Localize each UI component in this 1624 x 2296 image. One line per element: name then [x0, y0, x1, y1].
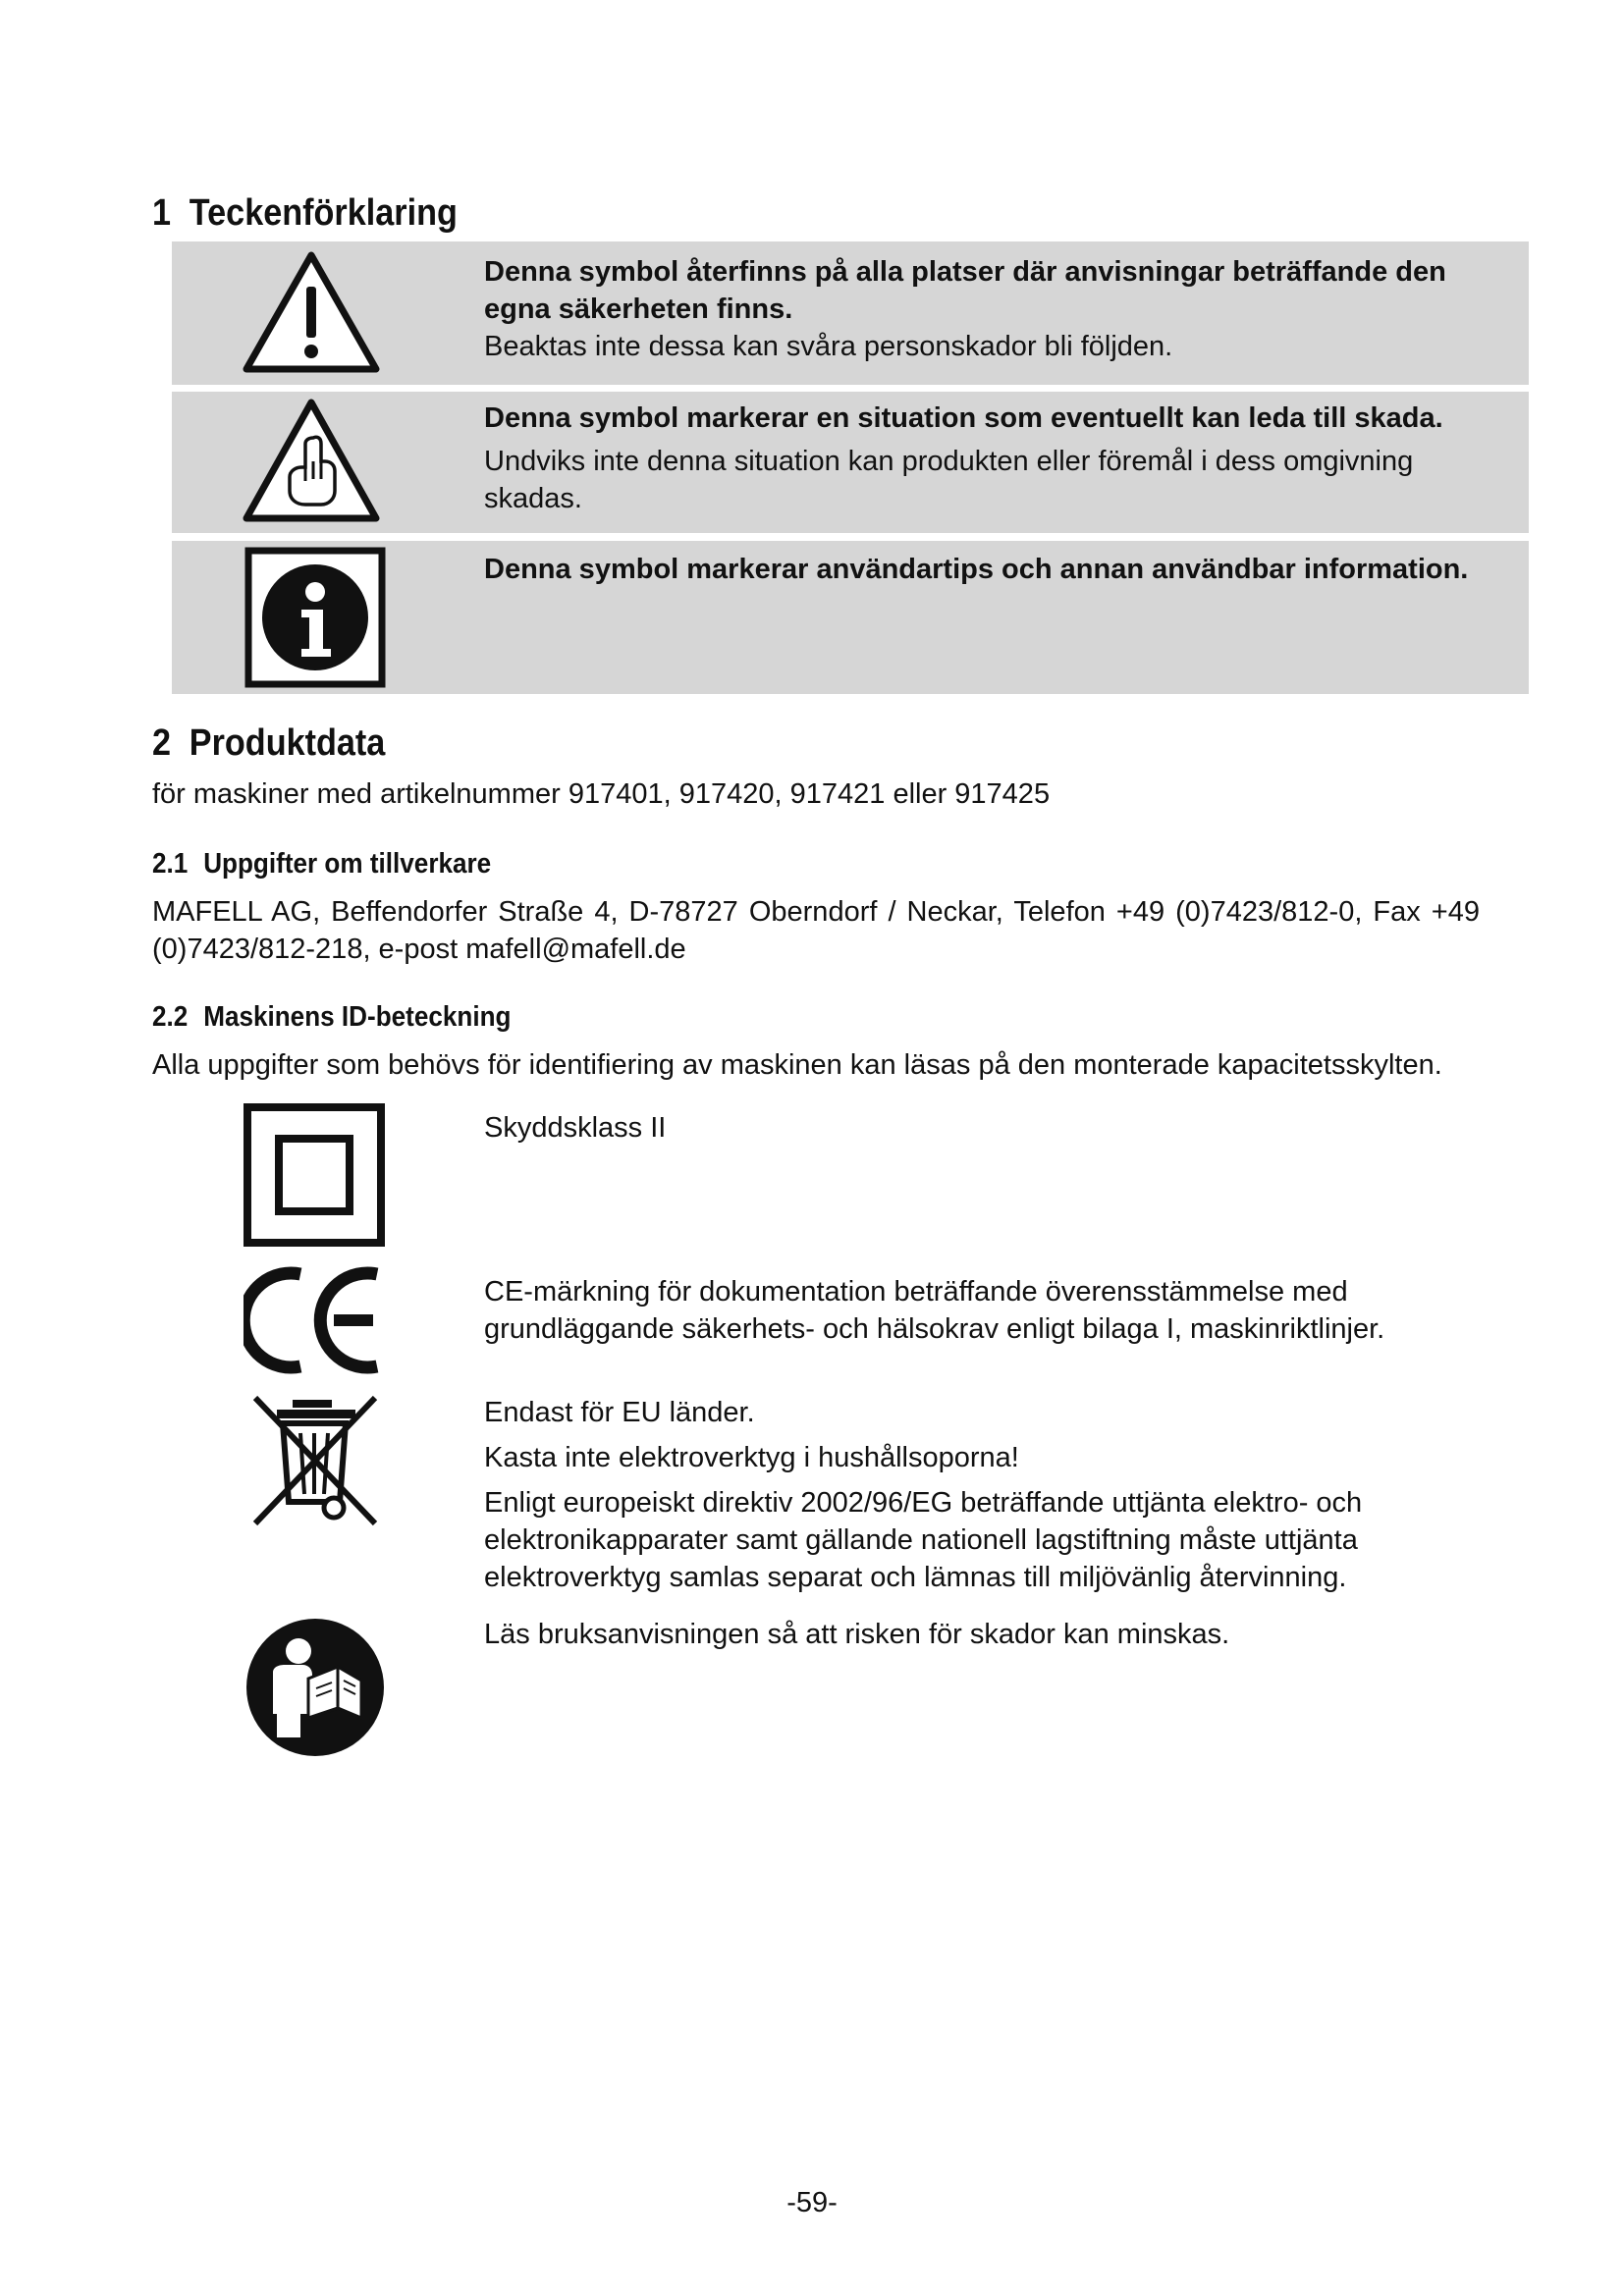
- section-1-heading: [152, 192, 458, 235]
- warning-triangle-icon: [241, 249, 382, 382]
- symbol-description: [484, 1109, 1495, 1147]
- legend-row-bold-text: Denna symbol återfinns på alla platser där anvisningar beträffande den egna säkerheten finns.: [484, 256, 1446, 325]
- subsection-2-2-heading: [152, 1001, 511, 1034]
- symbol-description: [484, 1394, 1495, 1596]
- legend-row-warning: [172, 241, 1529, 385]
- protection-class-ii-icon: [244, 1103, 385, 1252]
- section-number: 1: [152, 192, 172, 234]
- product-intro: för maskiner med artikelnummer 917401, 917420, 917421 eller 917425: [152, 778, 1051, 810]
- legend-row-bold-text: Denna symbol markerar användartips och annan användbar information.: [484, 554, 1469, 585]
- ce-mark-icon: [244, 1266, 385, 1379]
- section-number: 2: [152, 722, 172, 764]
- symbol-description: [484, 1273, 1495, 1348]
- legend-row-bold-text: Denna symbol markerar en situation som eventuellt kan leda till skada.: [484, 402, 1443, 434]
- legend-row-info: [172, 541, 1529, 694]
- symbol-text: Enligt europeiskt direktiv 2002/96/EG beträffande uttjänta elektro- och elektronikapparater samt gällande nationell lagstiftning måste uttjänta elektroverktyg samlas separat och lämnas till miljövänlig återvinning.: [484, 1487, 1363, 1593]
- subsection-title: Maskinens ID-beteckning: [203, 1001, 512, 1033]
- legend-row-text: Undviks inte denna situation kan produkten eller föremål i dess omgivning skadas.: [484, 446, 1414, 514]
- subsection-title: Uppgifter om tillverkare: [203, 848, 492, 880]
- symbol-description: [484, 1616, 1495, 1653]
- symbol-text: Endast för EU länder.: [484, 1397, 755, 1428]
- symbol-text: Läs bruksanvisningen så att risken för skador kan minskas.: [484, 1619, 1230, 1650]
- read-manual-icon: [244, 1616, 387, 1764]
- subsection-number: 2.1: [152, 848, 189, 880]
- section-title: Teckenförklaring: [189, 192, 458, 234]
- section-2-heading: [152, 722, 385, 765]
- section-title: Produktdata: [189, 722, 386, 764]
- info-icon: [244, 547, 386, 693]
- legend-row-caution: [172, 392, 1529, 533]
- subsection-2-1-heading: [152, 848, 491, 881]
- legend-row-text: Beaktas inte dessa kan svåra personskador bli följden.: [484, 331, 1173, 362]
- page-number: -59-: [786, 2187, 838, 2218]
- manufacturer-info: MAFELL AG, Beffendorfer Straße 4, D-78727 Oberndorf / Neckar, Telefon +49 (0)7423/812-0, Fax +49 (0)7423/812-218, e-post mafell@mafell.de: [152, 896, 1480, 965]
- identification-text: Alla uppgifter som behövs för identifiering av maskinen kan läsas på den monterade kapacitetsskylten.: [152, 1049, 1442, 1081]
- symbol-text: CE-märkning för dokumentation beträffande överensstämmelse med grundläggande säkerhets- och hälsokrav enligt bilaga I, maskinriktlinjer.: [484, 1276, 1385, 1345]
- weee-crossed-bin-icon: [249, 1392, 381, 1534]
- subsection-number: 2.2: [152, 1001, 189, 1033]
- symbol-text: Skyddsklass II: [484, 1112, 667, 1144]
- symbol-text: Kasta inte elektroverktyg i hushållsoporna!: [484, 1442, 1019, 1473]
- hand-caution-triangle-icon: [241, 397, 382, 531]
